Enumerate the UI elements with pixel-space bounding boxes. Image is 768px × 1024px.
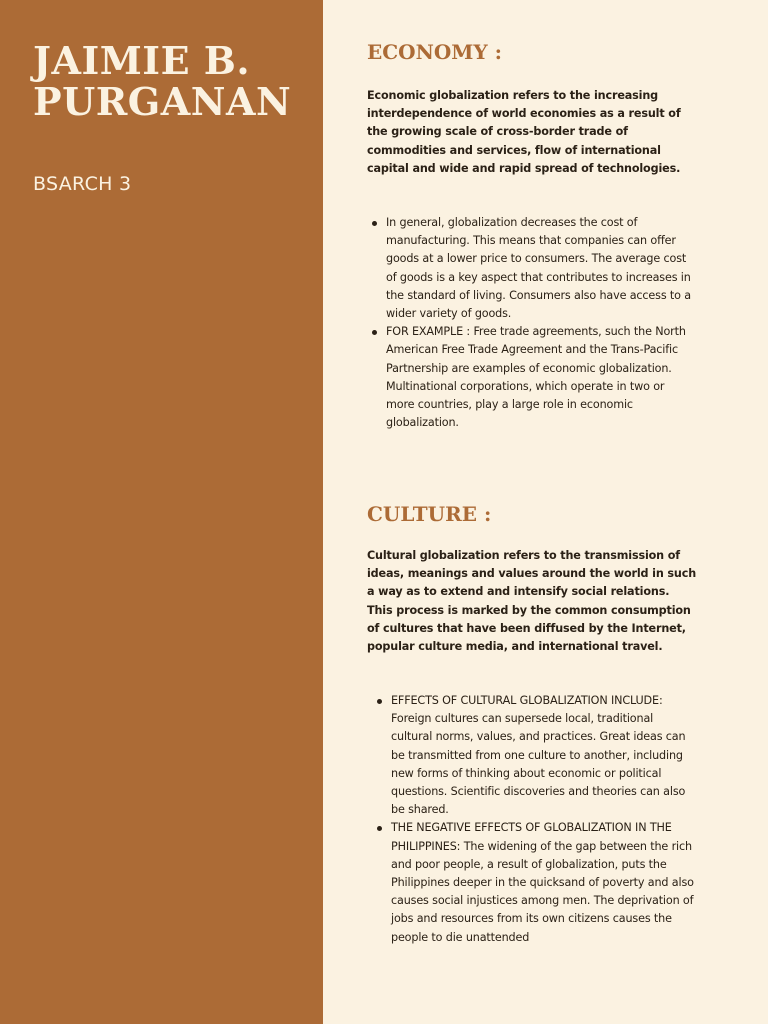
culture-bullet-2: THE NEGATIVE EFFECTS OF GLOBALIZATION IN THE PHILIPPINES: The widening of the gap between the rich and poor people, a result of globalization, puts the Philippines deeper in the quicksand of poverty and also causes social injustices among men. The deprivation of jobs and resources from its own citizens causes the people to die unattended xyxy=(391,819,696,946)
economy-bullet-1: In general, globalization decreases the cost of manufacturing. This means that companies can offer goods at a lower price to consumers. The average cost of goods is a key aspect that contributes to increases in the standard of living. Consumers also have access to a wider variety of goods. xyxy=(386,214,696,323)
economy-lead: Economic globalization refers to the increasing interdependence of world economies as a result of the growing scale of cross-border trade of commodities and services, flow of international capital and wide and rapid spread of technologies. xyxy=(367,89,681,175)
author-name xyxy=(33,40,313,122)
course-label: BSARCH 3 xyxy=(33,173,132,195)
culture-bullet-1: EFFECTS OF CULTURAL GLOBALIZATION INCLUDE: Foreign cultures can supersede local, traditional cultural norms, values, and practices. Great ideas can be transmitted from one culture to another, including new forms of thinking about economic or political questions. Scientific discoveries and theories can also be shared. xyxy=(391,692,696,819)
economy-heading: ECONOMY : xyxy=(367,40,503,64)
economy-bullet-2: FOR EXAMPLE : Free trade agreements, such the North American Free Trade Agreement and the Trans-Pacific Partnership are examples of economic globalization. Multinational corporations, which operate in two or more countries, play a large role in economic globalization. xyxy=(386,323,696,432)
culture-lead: Cultural globalization refers to the transmission of ideas, meanings and values around the world in such a way as to extend and intensify social relations. This process is marked by the common consumption of cultures that have been diffused by the Internet, popular culture media, and international travel. xyxy=(367,549,697,654)
author-name-line-2: PURGANAN xyxy=(33,79,292,124)
sidebar-panel xyxy=(0,0,323,1024)
economy-bullet-list xyxy=(386,214,696,432)
culture-heading: CULTURE : xyxy=(367,502,492,526)
culture-bullet-list xyxy=(391,692,696,947)
author-name-line-1: JAIMIE B. xyxy=(33,38,251,83)
